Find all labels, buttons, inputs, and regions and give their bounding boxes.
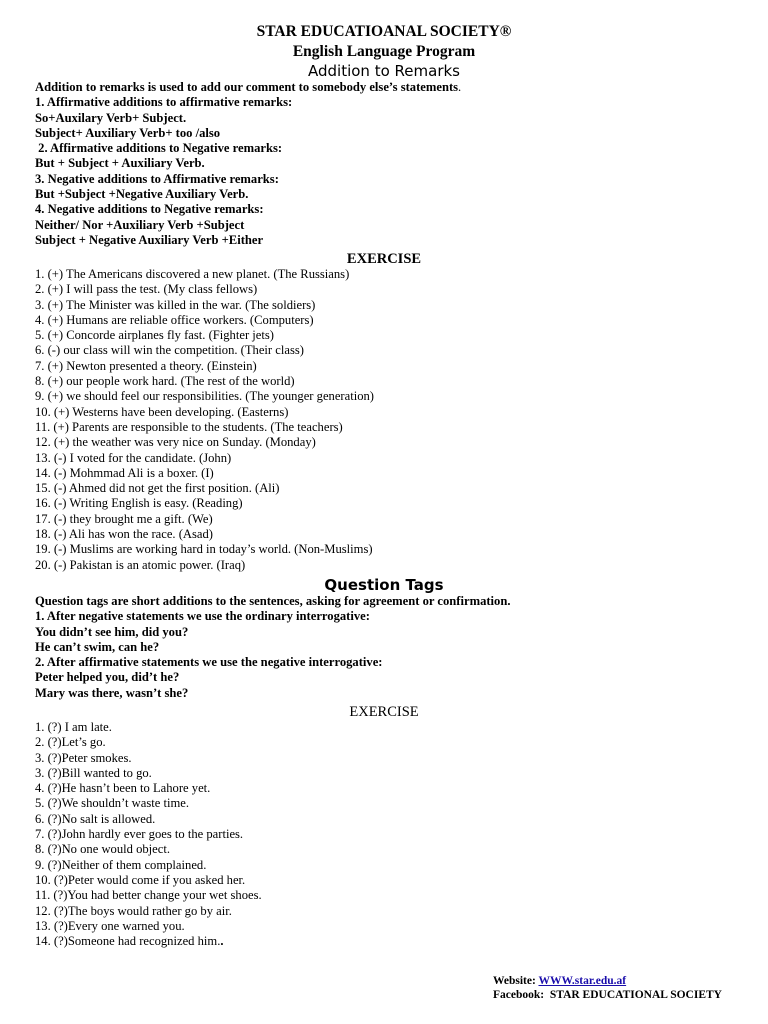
exercise-item: 13. (-) I voted for the candidate. (John) <box>35 450 232 465</box>
facebook-name: STAR EDUCATIONAL SOCIETY <box>549 989 722 1001</box>
exercise-item: 9. (?)Neither of them complained. <box>35 857 207 872</box>
rule-line: 1. Affirmative additions to affirmative remarks: <box>35 95 293 110</box>
facebook-label: Facebook: <box>493 989 550 1001</box>
rule-line: You didn’t see him, did you? <box>35 624 189 639</box>
rule-line: Subject + Negative Auxiliary Verb +Either <box>35 232 264 247</box>
exercise-item: 19. (-) Muslims are working hard in today’s world. (Non-Muslims) <box>35 542 373 557</box>
footer-website <box>493 974 722 988</box>
exercise-item: 6. (?)No salt is allowed. <box>35 811 156 826</box>
rule-line: Subject+ Auxiliary Verb+ too /also <box>35 125 221 140</box>
rule-line: But +Subject +Negative Auxiliary Verb. <box>35 187 249 202</box>
exercise-item: 15. (-) Ahmed did not get the first position. (Ali) <box>35 481 280 496</box>
exercise-item: 9. (+) we should feel our responsibilities. (The younger generation) <box>35 389 374 404</box>
exercise-item: 13. (?)Every one warned you. <box>35 918 185 933</box>
exercise-item: 18. (-) Ali has won the race. (Asad) <box>35 527 214 542</box>
rule-line: 1. After negative statements we use the ordinary interrogative: <box>35 609 370 624</box>
exercise-item: 17. (-) they brought me a gift. (We) <box>35 511 213 526</box>
exercise-item: 3. (+) The Minister was killed in the war. (The soldiers) <box>35 297 316 312</box>
exercise-item: 7. (?)John hardly ever goes to the parties. <box>35 827 244 842</box>
exercise-item: 8. (+) our people work hard. (The rest of the world) <box>35 374 295 389</box>
exercise-item-last <box>35 934 735 949</box>
website-link[interactable]: WWW.star.edu.af <box>538 975 627 987</box>
exercise-item: 4. (+) Humans are reliable office workers. (Computers) <box>35 312 314 327</box>
exercise-item: 1. (+) The Americans discovered a new planet. (The Russians) <box>35 267 350 281</box>
exercise-item: 12. (+) the weather was very nice on Sunday. (Monday) <box>35 435 316 450</box>
exercise-2-list <box>35 720 735 949</box>
exercise-item: 7. (+) Newton presented a theory. (Einstein) <box>35 358 257 373</box>
rule-line: So+Auxilary Verb+ Subject. <box>35 110 187 125</box>
question-tags-rules <box>35 594 735 701</box>
website-label: Website: <box>493 975 539 987</box>
remarks-intro-text: Addition to remarks is used to add our comment to somebody else’s statements <box>35 80 459 94</box>
rule-line: Mary was there, wasn’t she? <box>35 685 189 700</box>
exercise-item: 20. (-) Pakistan is an atomic power. (Iraq) <box>35 557 246 572</box>
exercise-item: 5. (+) Concorde airplanes fly fast. (Fighter jets) <box>35 328 274 343</box>
exercise-item: 1. (?) I am late. <box>35 720 112 734</box>
exercise-item: 6. (-) our class will win the competition. (Their class) <box>35 343 304 358</box>
exercise-item: 8. (?)No one would object. <box>35 842 170 857</box>
exercise-1-title: EXERCISE <box>346 251 422 267</box>
section-title-addition-to-remarks: Addition to Remarks <box>308 62 460 80</box>
exercise-item: 3. (?)Peter smokes. <box>35 750 132 765</box>
exercise-item: 3. (?)Bill wanted to go. <box>35 765 152 780</box>
remarks-intro <box>35 80 735 95</box>
footer <box>493 974 722 1002</box>
exercise-1-list <box>35 267 735 573</box>
exercise-item-text: 14. (?)Someone had recognized him. <box>35 934 221 949</box>
exercise-item: 2. (?)Let’s go. <box>35 735 106 750</box>
rule-line: Peter helped you, did’t he? <box>35 670 180 685</box>
exercise-item: 16. (-) Writing English is easy. (Reading) <box>35 496 243 511</box>
exercise-item: 10. (+) Westerns have been developing. (Easterns) <box>35 404 289 419</box>
rule-line: But + Subject + Auxiliary Verb. <box>35 156 205 171</box>
remarks-rules <box>35 80 735 248</box>
remarks-intro-period: . <box>458 80 462 94</box>
rule-line: 2. Affirmative additions to Negative remarks: <box>35 141 283 156</box>
rule-line: He can’t swim, can he? <box>35 639 160 654</box>
exercise-item: 14. (-) Mohmmad Ali is a boxer. (I) <box>35 465 214 480</box>
exercise-item-period: . <box>220 934 224 949</box>
exercise-item: 4. (?)He hasn’t been to Lahore yet. <box>35 781 211 796</box>
exercise-item: 11. (?)You had better change your wet shoes. <box>35 888 262 903</box>
program-title: English Language Program <box>292 43 476 60</box>
rule-line: 2. After affirmative statements we use the negative interrogative: <box>35 655 383 670</box>
exercise-item: 5. (?)We shouldn’t waste time. <box>35 796 190 811</box>
organization-title: STAR EDUCATIOANAL SOCIETY® <box>256 23 512 40</box>
exercise-2-title: EXERCISE <box>349 704 419 720</box>
exercise-item: 11. (+) Parents are responsible to the students. (The teachers) <box>35 419 343 434</box>
rule-line: Neither/ Nor +Auxiliary Verb +Subject <box>35 217 245 232</box>
rule-line: Question tags are short additions to the sentences, asking for agreement or confirmation. <box>35 594 511 608</box>
rule-line: 4. Negative additions to Negative remarks: <box>35 202 264 217</box>
exercise-item: 2. (+) I will pass the test. (My class fellows) <box>35 282 258 297</box>
exercise-item: 12. (?)The boys would rather go by air. <box>35 903 232 918</box>
rule-line: 3. Negative additions to Affirmative remarks: <box>35 171 279 186</box>
footer-facebook <box>493 988 722 1002</box>
section-title-question-tags: Question Tags <box>324 576 444 594</box>
exercise-item: 10. (?)Peter would come if you asked her. <box>35 872 246 887</box>
